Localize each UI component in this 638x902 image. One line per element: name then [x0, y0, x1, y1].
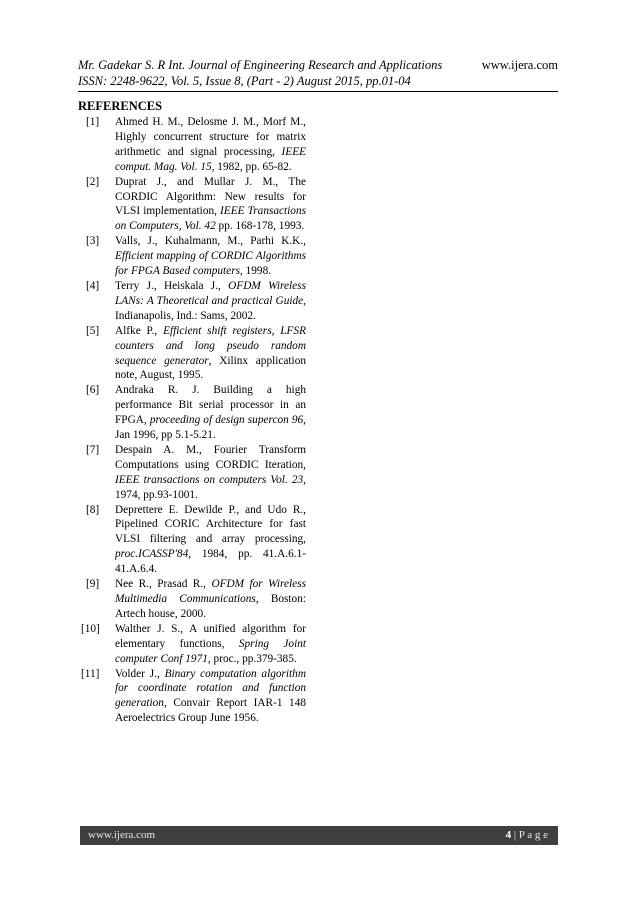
reference-item [78, 324, 306, 384]
reference-italic-text: IEEE comput. Mag. Vol. 15 [115, 145, 306, 173]
reference-italic-text: Efficient mapping of CORDIC Algorithms for FPGA Based computers [115, 250, 306, 278]
reference-number: [8] [86, 503, 100, 516]
header-url[interactable]: www.ijera.com [481, 58, 558, 72]
reference-text: Volder J., [115, 667, 165, 680]
reference-italic-text: Binary computation algorithm for coordinate rotation and function generation [115, 667, 306, 710]
reference-text: Valls, J., Kuhalmann, M., Parhi K.K., [115, 235, 306, 248]
reference-text: Nee R., Prasad R., [115, 578, 212, 591]
reference-text: , Jan 1996, pp 5.1-5.21. [115, 414, 306, 442]
reference-text: , 1984, pp. 41.A.6.1-41.A.6.4. [115, 548, 306, 576]
reference-text: , 1982, pp. 65-82. [211, 160, 292, 173]
references-heading: REFERENCES [78, 99, 163, 113]
reference-number: [3] [86, 235, 100, 248]
page-header [78, 57, 558, 89]
reference-italic-text: proceeding of design supercon 96 [149, 414, 304, 427]
reference-italic-text: IEEE transactions on computers Vol. 23 [115, 473, 304, 486]
reference-italic-text: OFDM Wireless LANs: A Theoretical and practical Guide [115, 279, 306, 307]
reference-item [78, 667, 306, 727]
reference-text: Walther J. S., A unified algorithm for elementary functions, [115, 622, 306, 650]
reference-italic-text: Spring Joint computer Conf 1971 [115, 637, 306, 665]
reference-number: [4] [86, 279, 100, 292]
reference-item [78, 383, 306, 443]
reference-italic-text: proc.ICASSP'84 [115, 548, 189, 561]
reference-italic-text: IEEE Transactions on Computers, Vol. 42 [115, 205, 306, 233]
page-number [506, 826, 548, 845]
reference-text: , Xilinx application note, August, 1995. [115, 354, 306, 382]
page-label: | P a g e [511, 829, 548, 841]
references-list [78, 115, 306, 726]
footer-url[interactable]: www.ijera.com [88, 829, 156, 841]
reference-text: , Convair Report IAR-1 148 Aeroelectrics Group June 1956. [115, 697, 306, 725]
journal-line-1: Mr. Gadekar S. R Int. Journal of Engineering Research and Applications [78, 58, 443, 72]
reference-number: [11] [81, 667, 100, 680]
header-rule [78, 91, 558, 92]
reference-text: Alfke P., [115, 324, 164, 337]
reference-text: , Boston: Artech house, 2000. [115, 593, 306, 620]
page-footer [80, 826, 558, 845]
page-number-value: 4 [505, 829, 512, 841]
reference-number: [6] [86, 384, 100, 397]
reference-text: , 1974, pp.93-1001. [115, 473, 306, 501]
reference-text: Ahmed H. M., Delosme J. M., Morf M., Highly concurrent structure for matrix arithmetic and signal processing, [115, 116, 306, 158]
reference-text: pp. 168-178, 1993. [215, 220, 305, 233]
reference-item [78, 443, 306, 503]
reference-number: [2] [86, 175, 100, 188]
reference-text: , 1998. [239, 265, 272, 278]
reference-number: [5] [86, 324, 100, 337]
reference-number: [1] [86, 116, 100, 128]
reference-item [78, 234, 306, 279]
reference-item [78, 279, 306, 324]
reference-number: [7] [86, 443, 100, 456]
reference-item [78, 577, 306, 622]
reference-item [78, 503, 306, 578]
reference-text: , proc., pp.379-385. [207, 652, 297, 665]
reference-text: Despain A. M., Fourier Transform Computations using CORDIC Iteration, [115, 443, 306, 471]
reference-text: Duprat J., and Mullar J. M., The CORDIC Algorithm: New results for VLSI implementation, [115, 175, 306, 218]
reference-item [78, 175, 306, 235]
reference-item [78, 115, 306, 175]
reference-item [78, 622, 306, 667]
reference-text: Deprettere E. Dewilde P., and Udo R., Pipelined CORIC Architecture for fast VLSI filtering and array processing, [115, 503, 306, 546]
reference-number: [10] [81, 622, 100, 635]
journal-line-2: ISSN: 2248-9622, Vol. 5, Issue 8, (Part - 2) August 2015, pp.01-04 [78, 74, 411, 88]
reference-number: [9] [86, 578, 100, 591]
reference-italic-text: Efficient shift registers, LFSR counters and long pseudo random sequence generator [115, 324, 306, 367]
reference-italic-text: OFDM for Wireless Multimedia Communications [115, 578, 306, 605]
reference-text: Terry J., Heiskala J., [115, 279, 229, 292]
reference-text: Andraka R. J. Building a high performance Bit serial processor in an FPGA, [115, 384, 306, 427]
reference-text: , Indianapolis, Ind.: Sams, 2002. [115, 294, 306, 322]
